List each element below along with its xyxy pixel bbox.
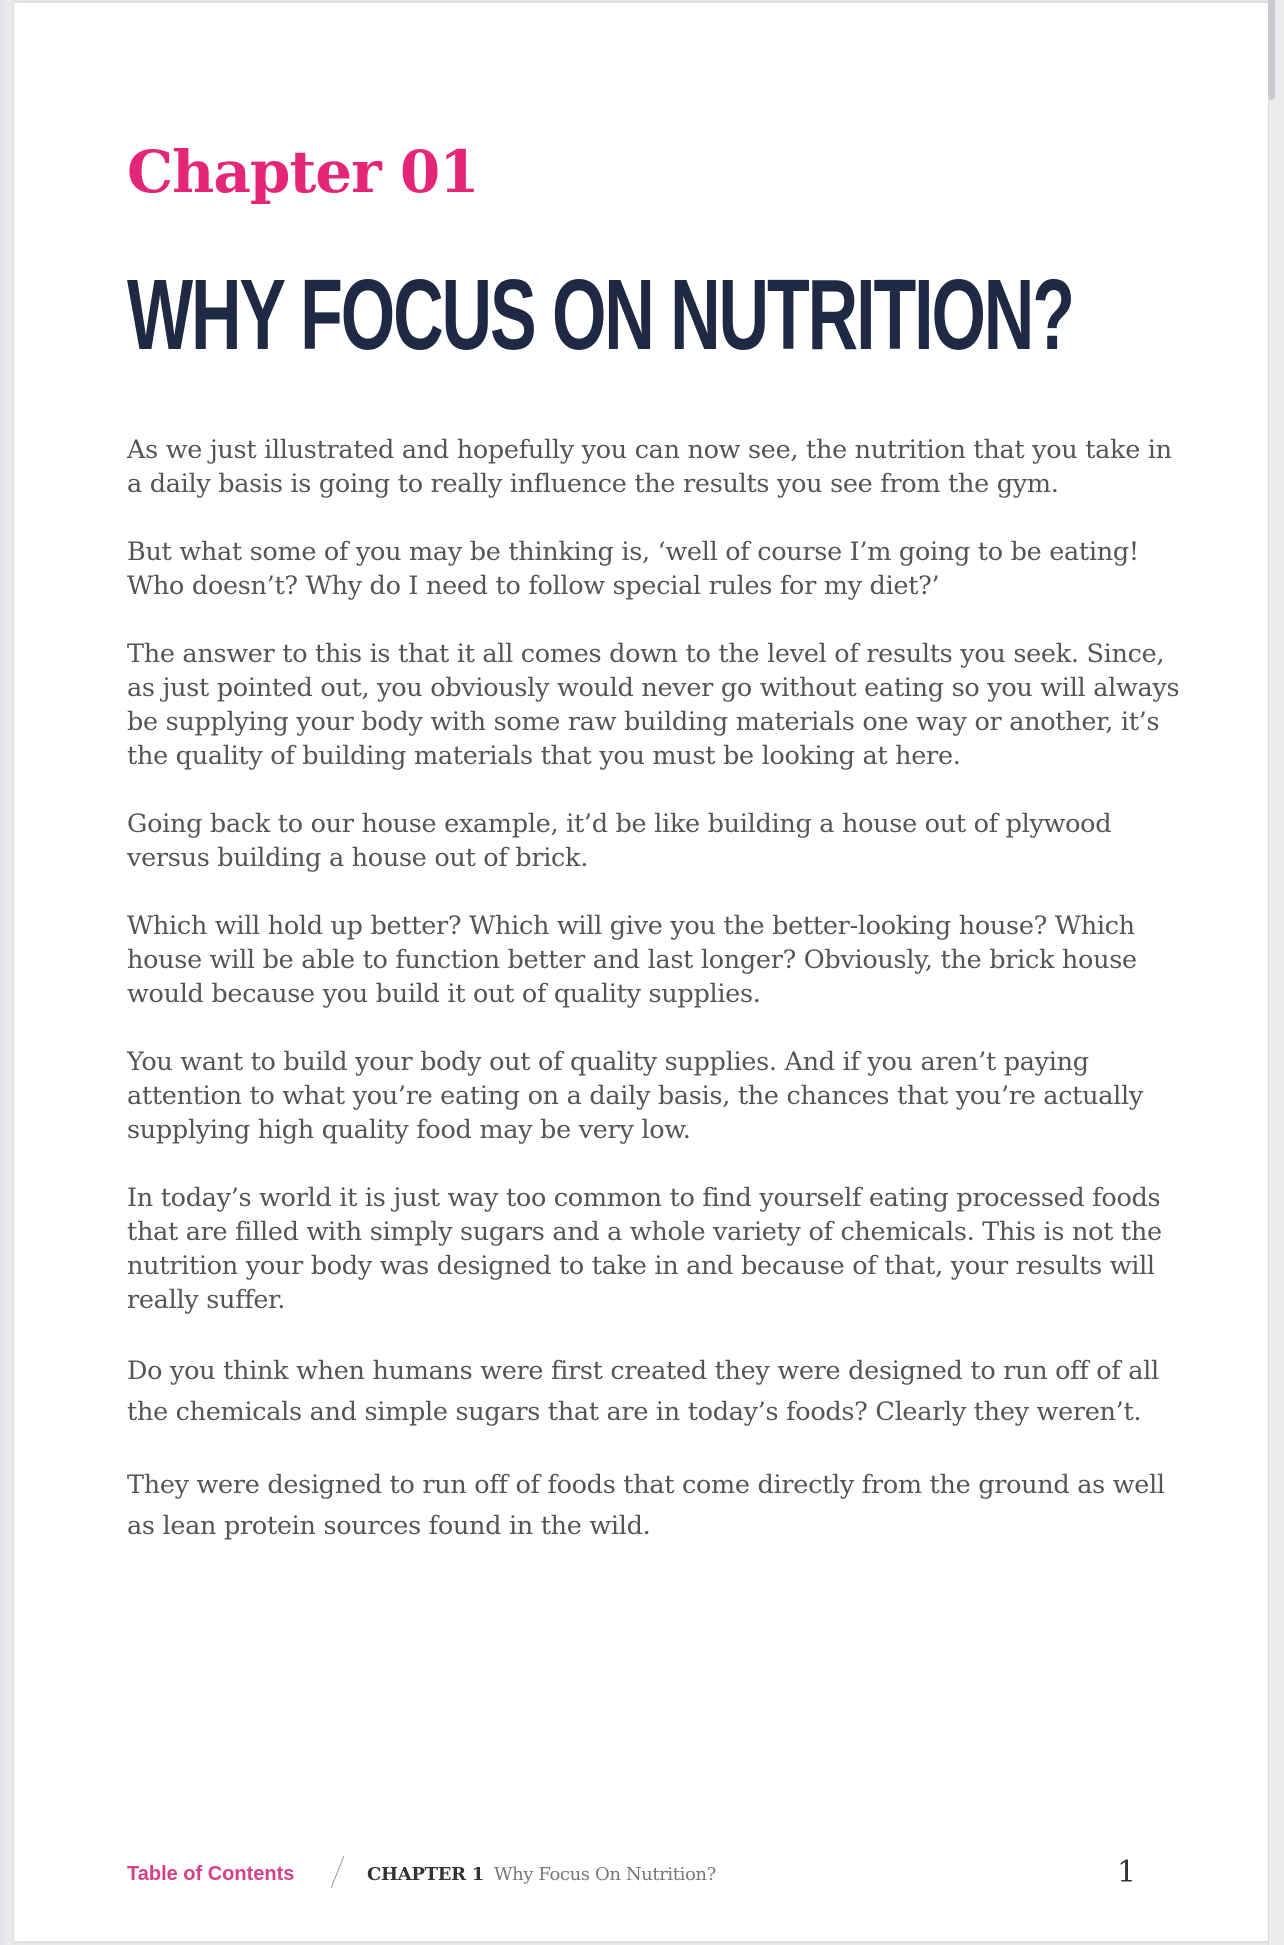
footer-chapter-name: Why Focus On Nutrition?: [494, 1864, 716, 1885]
paragraph: But what some of you may be thinking is, ‘well of course I’m going to be eating! Who doesn’t? Why do I need to follow special rules for my diet?’: [127, 537, 1139, 601]
paragraph: The answer to this is that it all comes down to the level of results you seek. Since, as just pointed out, you obviously would never go without eating so you will always be supplying your body with some raw building materials one way or another, it’s the quality of building materials that you must be looking at here.: [127, 639, 1180, 771]
paragraph: Do you think when humans were first created they were designed to run off of all the chemicals and simple sugars that are in today’s foods? Clearly they weren’t.: [127, 1356, 1159, 1427]
table-of-contents-link[interactable]: Table of Contents: [127, 1863, 295, 1885]
paragraph: Going back to our house example, it’d be like building a house out of plywood versus building a house out of brick.: [127, 809, 1112, 873]
paragraph: You want to build your body out of quality supplies. And if you aren’t paying attention to what you’re eating on a daily basis, the chances that you’re actually supplying high quality food may be very low.: [127, 1047, 1143, 1145]
document-page: [14, 3, 1268, 1941]
paragraph: Which will hold up better? Which will give you the better-looking house? Which house will be able to function better and last longer? Obviously, the brick house would because you build it out of quality supplies.: [127, 911, 1137, 1009]
scrollbar-thumb[interactable]: [1268, 0, 1275, 100]
paragraph: As we just illustrated and hopefully you can now see, the nutrition that you take in a daily basis is going to really influence the results you see from the gym.: [127, 435, 1172, 499]
page-number: 1: [1117, 1855, 1137, 1890]
footer-chapter-number: CHAPTER 1: [367, 1864, 484, 1885]
chapter-label: Chapter 01: [127, 138, 479, 206]
page-footer: [127, 1855, 1147, 1895]
chapter-body: [127, 433, 1187, 1579]
paragraph: They were designed to run off of foods that come directly from the ground as well as lean protein sources found in the wild.: [127, 1470, 1165, 1541]
chapter-title: WHY FOCUS ON NUTRITION?: [127, 259, 1073, 371]
paragraph: In today’s world it is just way too common to find yourself eating processed foods that are filled with simply sugars and a whole variety of chemicals. This is not the nutrition your body was designed to take in and because of that, your results will really suffer.: [127, 1183, 1162, 1315]
scrollbar-track[interactable]: [1268, 0, 1284, 1945]
breadcrumb-separator: [331, 1856, 345, 1888]
